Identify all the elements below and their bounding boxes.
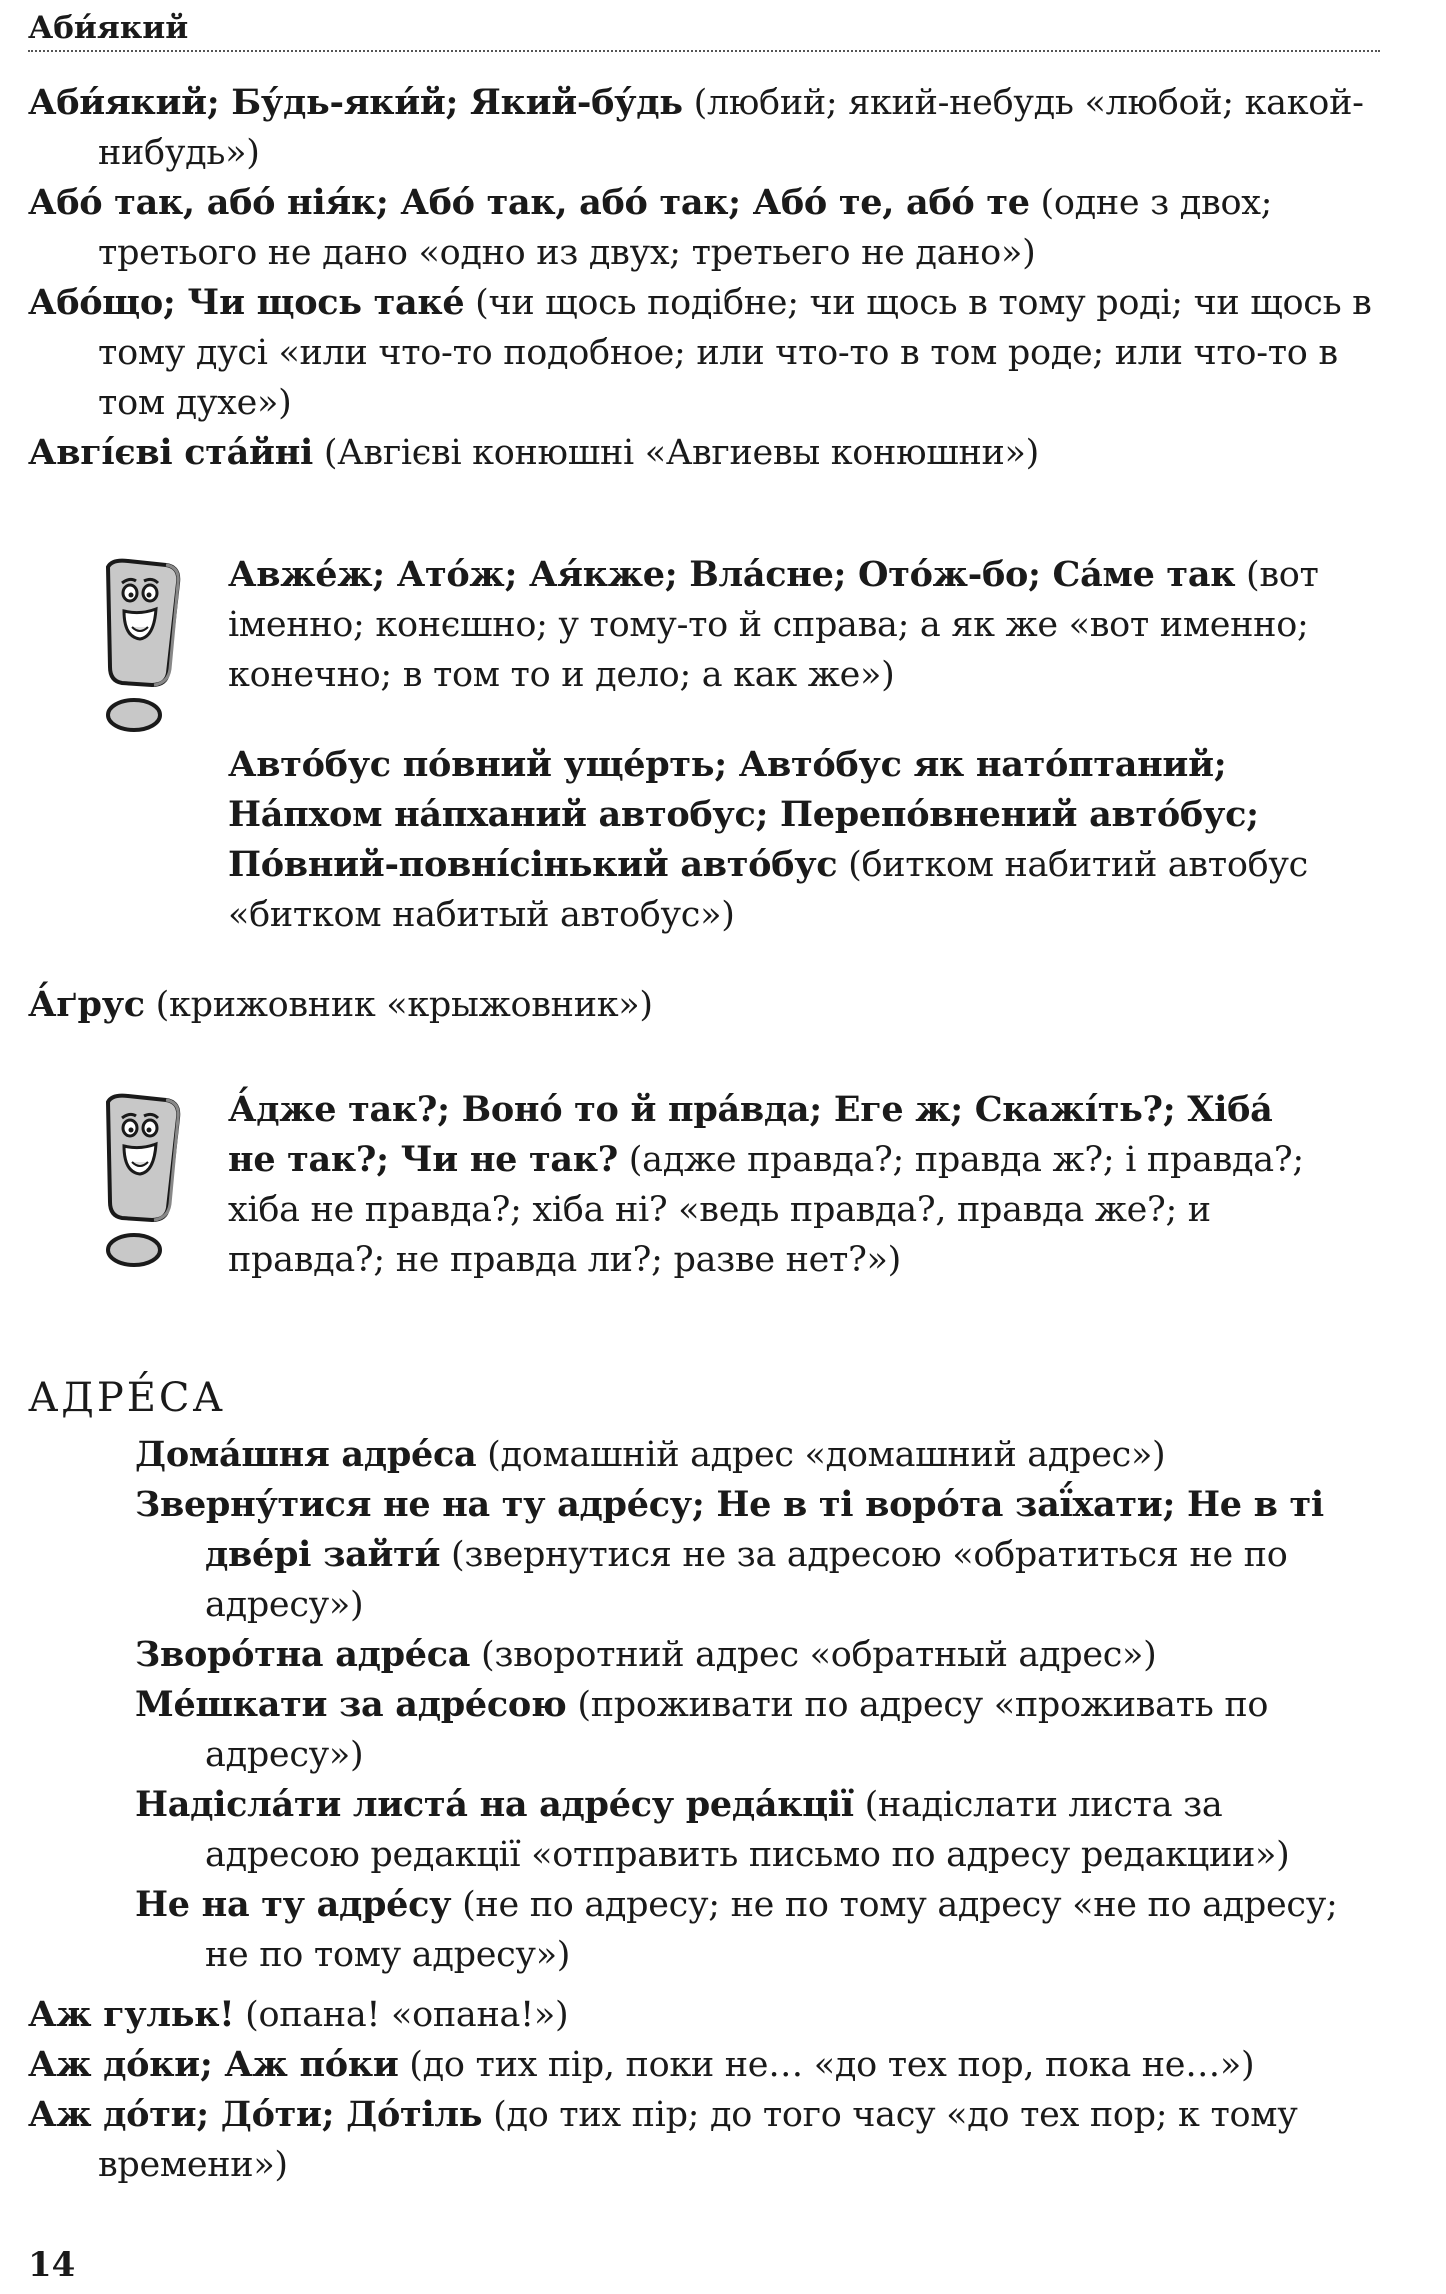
entry-definition: (Авгієві конюшні «Авгиевы конюшни») xyxy=(313,433,1040,473)
header-divider xyxy=(28,50,1380,52)
entry-term: Не на ту адре́су xyxy=(135,1884,452,1925)
entry xyxy=(28,1990,1380,2040)
entry xyxy=(228,1085,1328,1285)
running-head: Аби́який xyxy=(28,10,189,46)
entry-term: Аби́який; Бу́дь-яки́й; Який-бу́дь xyxy=(28,82,683,123)
section-heading: АДРЕ́СА xyxy=(28,1375,226,1421)
entry-definition: (до тих пір, поки не… «до тех пор, пока не…») xyxy=(398,2045,1255,2085)
entry-term: Аж гульк! xyxy=(28,1994,235,2035)
highlight-box-1 xyxy=(228,550,1328,940)
bottom-entries xyxy=(28,1990,1380,2190)
entry xyxy=(28,980,1380,1030)
highlight-box-2 xyxy=(228,1085,1328,1285)
entry-term: Зверну́тися не на ту адре́су; Не в ті воро́та заї́хати; Не в ті две́рі зайти́ xyxy=(135,1484,1324,1575)
entry-definition: (домашній адрес «домашний адрес») xyxy=(476,1435,1166,1475)
entry-term: А́ґрус xyxy=(28,984,145,1025)
entry-term: Або́що; Чи щось таке́ xyxy=(28,282,465,323)
entry-definition: (чи щось подібне; чи щось в тому роді; чи щось в тому дусі «или что-то подобное; или что-то в том роде; или что-то в том духе») xyxy=(98,283,1372,423)
entry-definition: (крижовник «крыжовник») xyxy=(144,985,653,1025)
entry-definition: (зворотний адрес «обратный адрес») xyxy=(470,1635,1157,1675)
exclamation-mascot-icon xyxy=(88,555,198,735)
page-number: 14 xyxy=(28,2245,76,2285)
entry-term: Авже́ж; Ато́ж; Ая́кже; Вла́сне; Ото́ж-бо; Са́ме так xyxy=(228,554,1236,595)
entry-term: Ме́шкати за адре́сою xyxy=(135,1684,567,1725)
entry-definition: (проживати по адресу «проживать по адресу») xyxy=(205,1685,1269,1775)
entry-term: Авто́бус по́вний уще́рть; Авто́бус як нато́птаний; На́пхом на́пханий автобус; Перепо́внений авто́бус; По́вний-повні́сінький авто́бус xyxy=(228,744,1259,885)
entry xyxy=(228,740,1328,940)
entry-definition: (не по адресу; не по тому адресу «не по адресу; не по тому адресу») xyxy=(205,1885,1338,1975)
section-entries xyxy=(135,1430,1380,1980)
entry-term: Надісла́ти листа́ на адре́су реда́кції xyxy=(135,1784,854,1825)
entry xyxy=(135,1780,1380,1880)
entry-definition: (битком набитий автобус «битком набитый автобус») xyxy=(228,845,1308,935)
entry-term: А́дже так?; Воно́ то й пра́вда; Еге ж; Скажі́ть?; Хіба́ не так?; Чи не так? xyxy=(228,1089,1273,1180)
entry-definition: (любий; який-небудь «любой; какой-нибудь») xyxy=(98,83,1364,173)
entry-definition: (надіслати листа за адресою редакції «отправить письмо по адресу редакции») xyxy=(205,1785,1290,1875)
entry xyxy=(135,1430,1380,1480)
entry xyxy=(228,550,1328,700)
entry-term: Аж до́ти; До́ти; До́тіль xyxy=(28,2094,483,2135)
entry-definition: (до тих пір; до того часу «до тех пор; к тому времени») xyxy=(98,2095,1298,2185)
entry xyxy=(135,1680,1380,1780)
entry xyxy=(135,1480,1380,1630)
entry xyxy=(28,428,1380,478)
entry-term: Авгі́єві ста́йні xyxy=(28,432,314,473)
entry-term: Зворо́тна адре́са xyxy=(135,1634,471,1675)
entry-definition: (адже правда?; правда ж?; і правда?; хіба не правда?; хіба ні? «ведь правда?, правда же?; и правда?; не правда ли?; разве нет?») xyxy=(228,1140,1304,1280)
exclamation-mascot-icon xyxy=(88,1090,198,1270)
entry-term: Дома́шня адре́са xyxy=(135,1434,477,1475)
entry-term: Аж до́ки; Аж по́ки xyxy=(28,2044,399,2085)
entry xyxy=(28,2040,1380,2090)
entry xyxy=(135,1880,1380,1980)
entry-definition: (звернутися не за адресою «обратиться не по адресу») xyxy=(205,1535,1288,1625)
entry-term: Або́ так, або́ нія́к; Або́ так, або́ так; Або́ те, або́ те xyxy=(28,182,1030,223)
entry-definition: (опана! «опана!») xyxy=(234,1995,569,2035)
entry xyxy=(28,278,1380,428)
entry xyxy=(28,178,1380,278)
agrus-entry-block xyxy=(28,980,1380,1030)
entry xyxy=(28,2090,1380,2190)
entry-definition: (вот іменно; конєшно; у тому-то й справа; а як же «вот именно; конечно; в том то и дело; а как же») xyxy=(228,555,1319,695)
entry xyxy=(135,1630,1380,1680)
top-entries xyxy=(28,78,1380,478)
entry xyxy=(28,78,1380,178)
entry-definition: (одне з двох; третього не дано «одно из двух; третьего не дано») xyxy=(98,183,1273,273)
